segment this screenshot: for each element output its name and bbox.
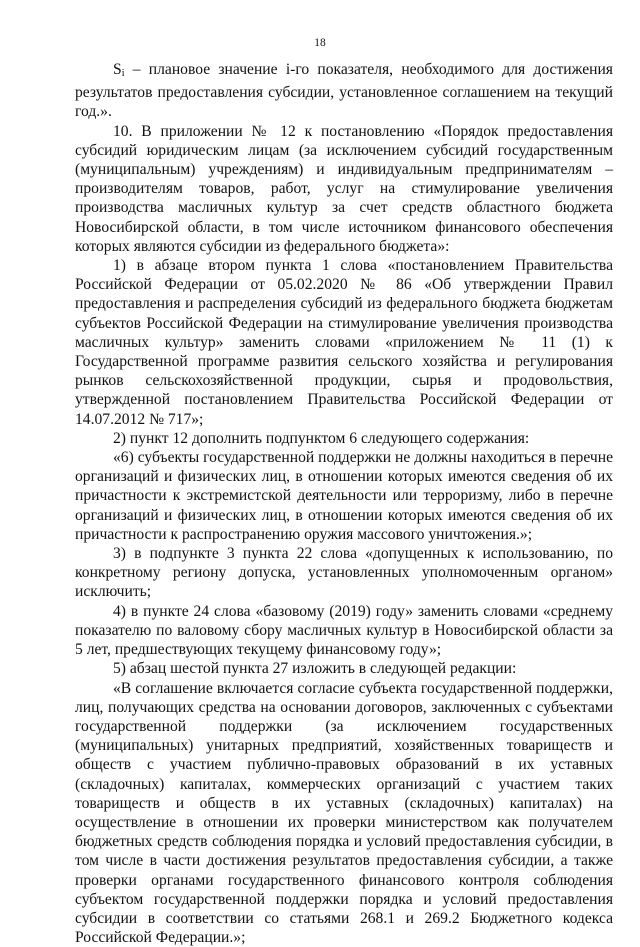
paragraph-quote-6: «6) субъекты государственной поддержки не должны находиться в перечне организаций и физических лиц, в отношении которых имеются сведения об их причастности к экстремистской деятельности или терроризму, либо в перечне организаций и физических лиц, в отношении которых имеются сведения об их причастности к распространению оружия массового уничтожения.»; bbox=[75, 448, 613, 544]
s-subscript: i bbox=[122, 68, 125, 79]
s-definition-text: – плановое значение i-го показателя, необходимого для достижения результатов предоставления субсидии, установленное соглашением на текущий год.». bbox=[75, 61, 613, 120]
paragraph-s-definition bbox=[75, 60, 613, 122]
paragraph-subitem-4: 4) в пункте 24 слова «базовому (2019) году» заменить словами «среднему показателю по валовому сбору масличных культур в Новосибирской области за 5 лет, предшествующих текущему финансовому году»; bbox=[75, 602, 613, 660]
page-number: 18 bbox=[0, 36, 640, 50]
paragraph-quote-agreement: «В соглашение включается согласие субъекта государственной поддержки, лиц, получающих средства на основании договоров, заключенных с субъектами государственной поддержки (за исключением государственных (муниципальных) унитарных предприятий, хозяйственных товариществ и обществ с участием публично-правовых образований в их уставных (складочных) капиталах, коммерческих организаций с участием таких товариществ и обществ в их уставных (складочных) капиталах) на осуществление в отношении их проверки министерством как получателем бюджетных средств соблюдения порядка и условий предоставления субсидии, в том числе в части достижения результатов предоставления субсидии, а также проверки органами государственного финансового контроля соблюдения субъектом государственной поддержки порядка и условий предоставления субсидии в соответствии со статьями 268.1 и 269.2 Бюджетного кодекса Российской Федерации.»; bbox=[75, 679, 613, 947]
paragraph-subitem-3: 3) в подпункте 3 пункта 22 слова «допущенных к использованию, по конкретному региону допуска, установленных уполномоченным органом» исключить; bbox=[75, 544, 613, 602]
paragraph-subitem-2: 2) пункт 12 дополнить подпунктом 6 следующего содержания: bbox=[75, 429, 613, 448]
document-body bbox=[75, 60, 613, 947]
paragraph-subitem-5: 5) абзац шестой пункта 27 изложить в следующей редакции: bbox=[75, 659, 613, 678]
paragraph-subitem-1: 1) в абзаце втором пункта 1 слова «постановлением Правительства Российской Федерации от 05.02.2020 № 86 «Об утверждении Правил предоставления и распределения субсидий из федерального бюджета бюджетам субъектов Российской Федерации на стимулирование увеличения производства масличных культур» заменить словами «приложением № 11 (1) к Государственной программе развития сельского хозяйства и регулирования рынков сельскохозяйственной продукции, сырья и продовольствия, утвержденной постановлением Правительства Российской Федерации от 14.07.2012 № 717»; bbox=[75, 256, 613, 429]
paragraph-item-10: 10. В приложении № 12 к постановлению «Порядок предоставления субсидий юридическим лицам (за исключением субсидий государственным (муниципальным) учреждениям) и индивидуальным предпринимателям – производителям товаров, работ, услуг на стимулирование увеличения производства масличных культур за счет средств областного бюджета Новосибирской области, в том числе источником финансового обеспечения которых являются субсидии из федерального бюджета»: bbox=[75, 122, 613, 256]
s-symbol: S bbox=[113, 61, 122, 78]
